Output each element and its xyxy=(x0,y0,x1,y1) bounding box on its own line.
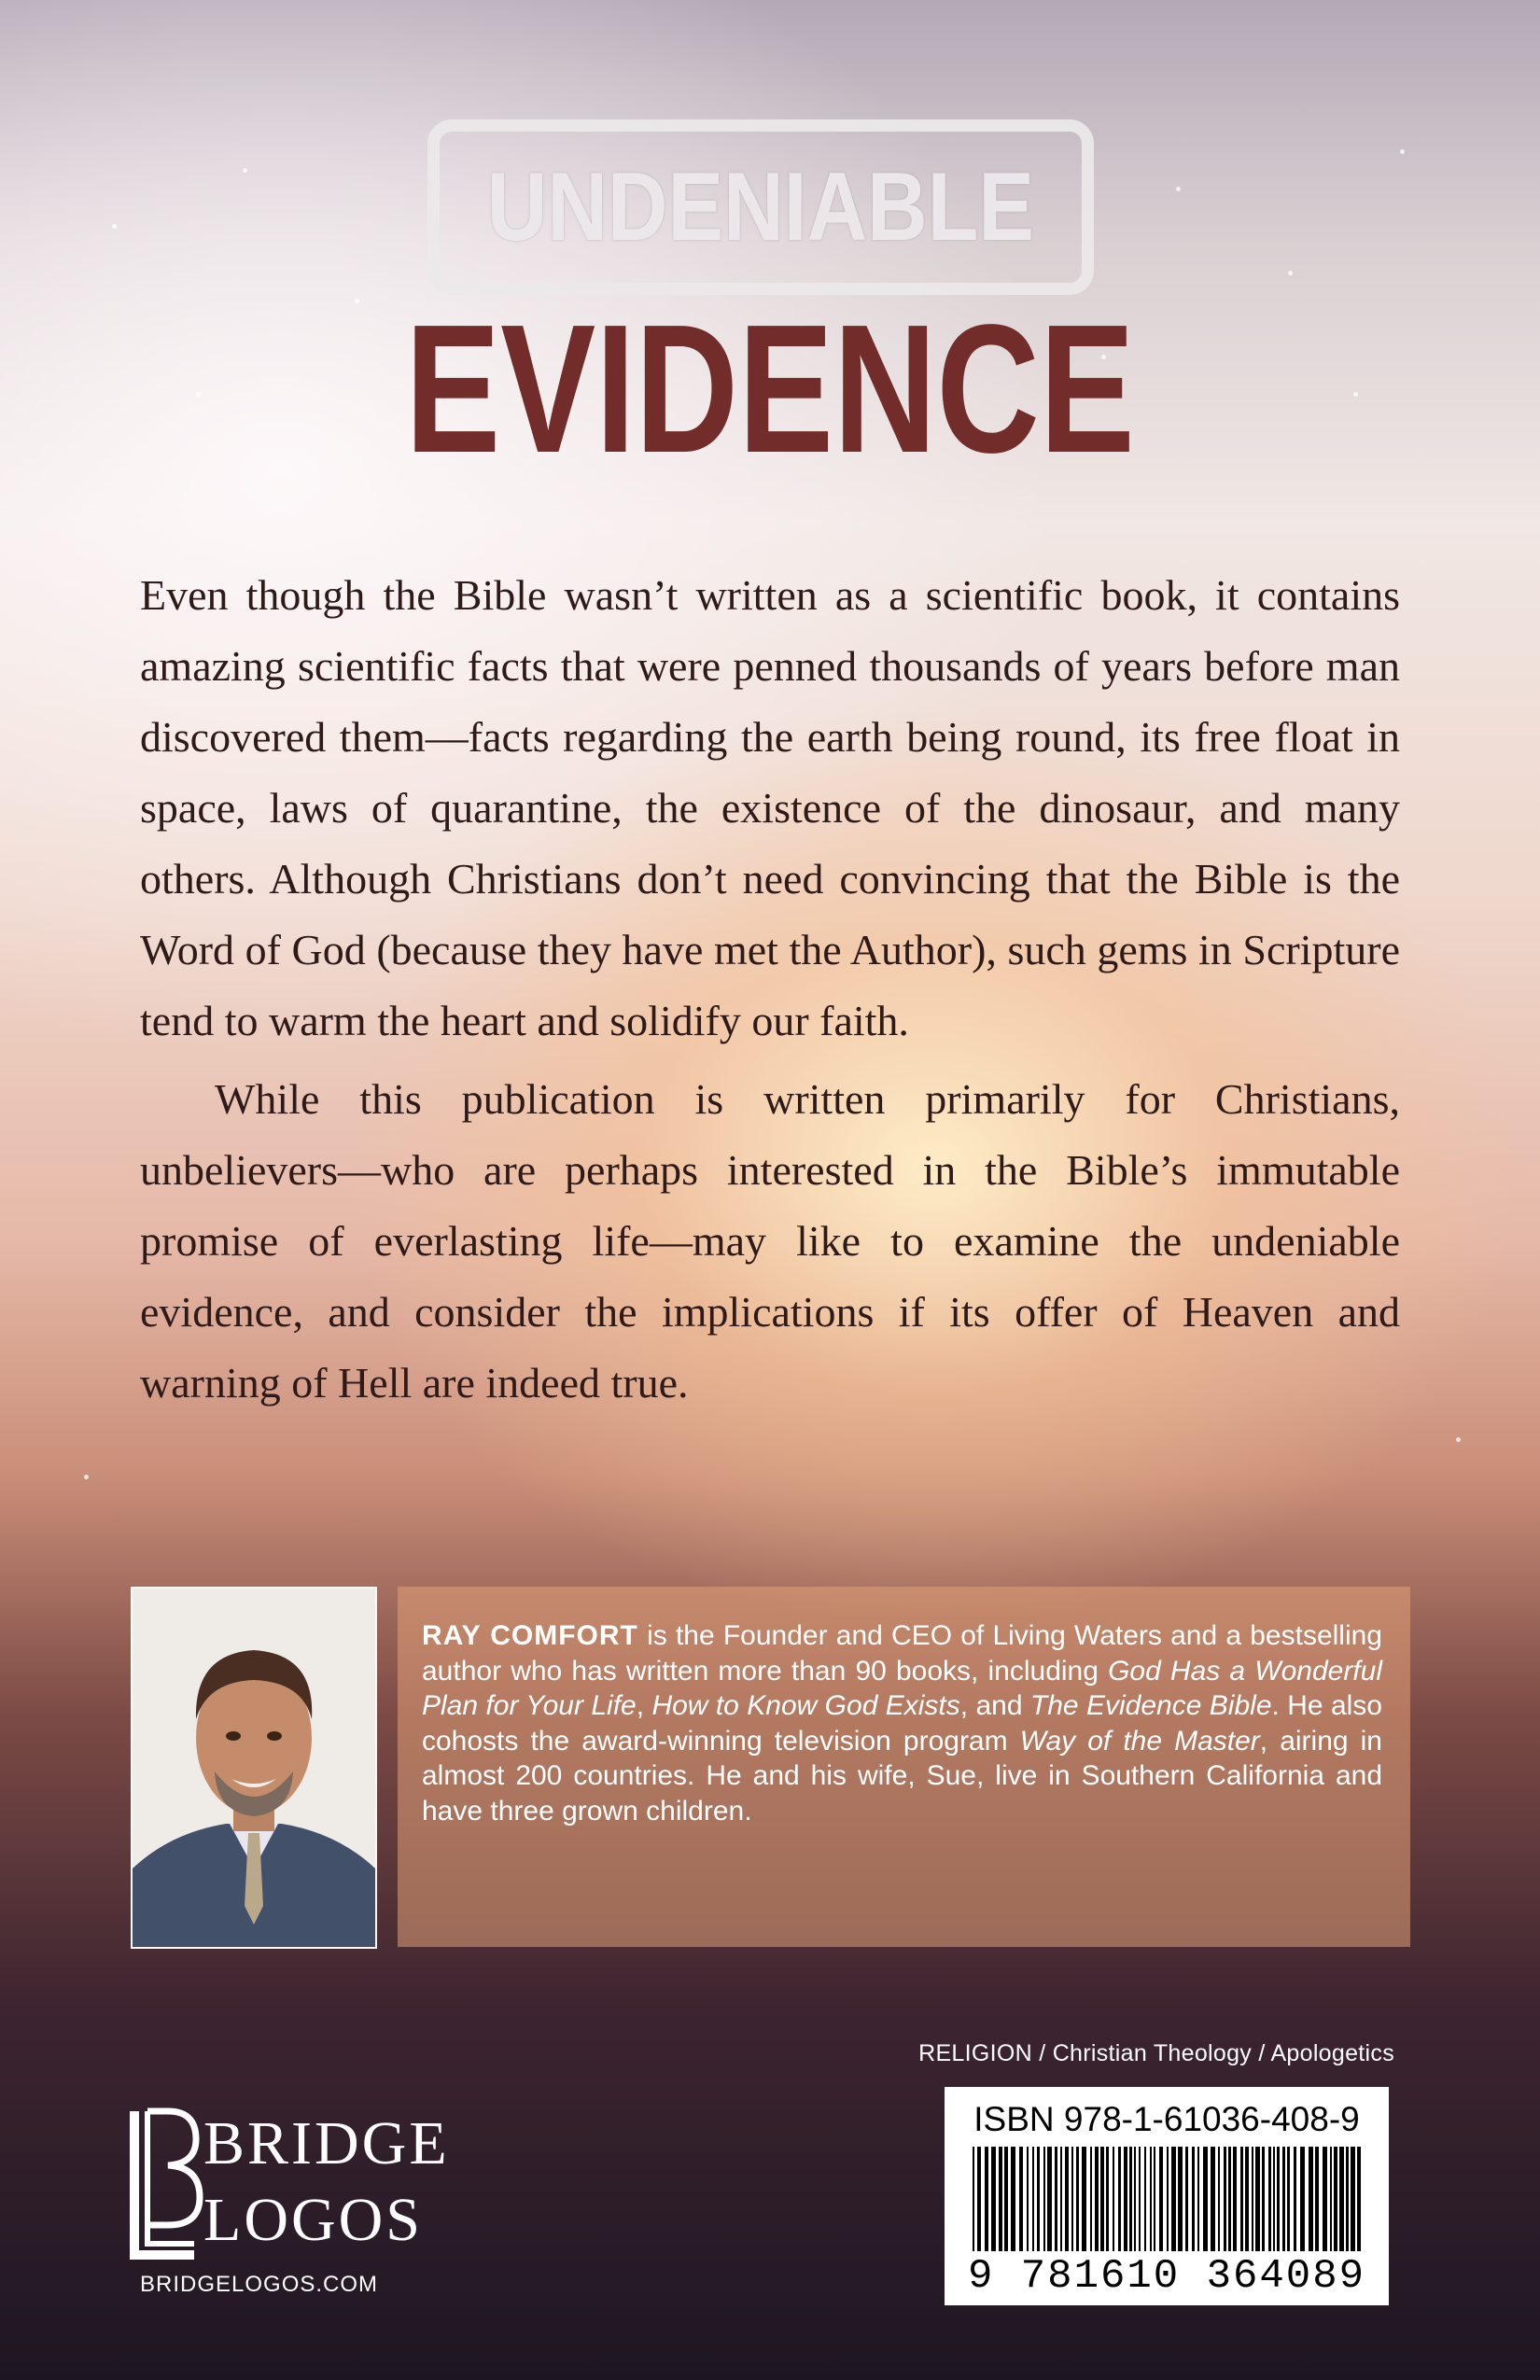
bio-separator: , xyxy=(636,1690,652,1721)
barcode-bar xyxy=(1171,2147,1176,2251)
barcode-bar xyxy=(991,2147,996,2251)
barcode-bar xyxy=(1159,2147,1163,2251)
barcode-bar xyxy=(1134,2147,1136,2251)
barcode-bar xyxy=(999,2147,1002,2251)
barcode-bar xyxy=(1150,2147,1152,2251)
book-title-3: The Evidence Bible xyxy=(1029,1690,1272,1721)
author-portrait-image xyxy=(133,1589,375,1947)
barcode-bar xyxy=(1262,2147,1265,2251)
barcode-bar xyxy=(1339,2147,1344,2251)
barcode-bar xyxy=(1129,2147,1132,2251)
barcode-bar xyxy=(1228,2147,1231,2251)
barcode-bar xyxy=(1118,2147,1121,2251)
barcode-bar xyxy=(1144,2147,1146,2251)
barcode-bar xyxy=(1334,2147,1337,2251)
barcode-bar xyxy=(985,2147,988,2251)
barcode-bar xyxy=(1294,2147,1296,2251)
description-paragraph-2: While this publication is written primarily for Christians, unbelievers—who are perhaps interested in the Bible’s immutable promise of everlasting life—may like to examine the undeniable evidence, and consider the implications if its offer of Heaven and warning of Hell are indeed true. xyxy=(140,1075,1400,1407)
barcode-bar xyxy=(1309,2147,1313,2251)
barcode-bar xyxy=(1240,2147,1243,2251)
book-category: RELIGION / Christian Theology / Apologetics xyxy=(918,2040,1394,2066)
bio-text: , and xyxy=(959,1690,1030,1721)
barcode-bar xyxy=(1113,2147,1114,2251)
barcode-digits: 9 781610 364089 xyxy=(967,2253,1366,2300)
publisher-line-2: LOGOS xyxy=(203,2186,424,2254)
barcode-bar xyxy=(1090,2147,1092,2251)
barcode-bar xyxy=(1346,2147,1349,2251)
barcode-bar xyxy=(1218,2147,1220,2251)
barcode-bar xyxy=(1282,2147,1285,2251)
barcode-bar xyxy=(977,2147,981,2251)
barcode-bar xyxy=(1287,2147,1290,2251)
barcode-bar xyxy=(1043,2147,1045,2251)
publisher-logo xyxy=(125,2106,480,2264)
barcode-bar xyxy=(1055,2147,1057,2251)
barcode-bar xyxy=(1192,2147,1195,2251)
undeniable-stamp xyxy=(427,119,1094,295)
barcode-bar xyxy=(973,2147,974,2251)
bio-text: , airing in almost 200 countries. He and his wife, Sue, live in Southern California and have three grown children. xyxy=(422,1725,1382,1827)
barcode-bar xyxy=(1330,2147,1332,2251)
barcode-bar xyxy=(1178,2147,1183,2251)
barcode-bar xyxy=(1167,2147,1169,2251)
barcode-bar xyxy=(1255,2147,1260,2251)
barcode-bar xyxy=(1154,2147,1155,2251)
barcode-bar xyxy=(1224,2147,1226,2251)
barcode-bar xyxy=(1047,2147,1052,2251)
barcode-bar xyxy=(1273,2147,1275,2251)
publisher-url: BRIDGELOGOS.COM xyxy=(140,2272,379,2297)
book-title-2: How to Know God Exists xyxy=(651,1690,960,1721)
show-title: Way of the Master xyxy=(1019,1725,1260,1757)
barcode-bar xyxy=(1095,2147,1099,2251)
barcode-bar xyxy=(1233,2147,1237,2251)
isbn-label: ISBN 978-1-61036-408-9 xyxy=(973,2100,1360,2138)
barcode-bar xyxy=(1203,2147,1208,2251)
author-name: RAY COMFORT xyxy=(422,1620,638,1651)
barcode-bar xyxy=(1357,2147,1361,2251)
barcode-bar xyxy=(1011,2147,1015,2251)
barcode-bar xyxy=(1106,2147,1109,2251)
description-paragraph-1: Even though the Bible wasn’t written as a scientific book, it contains amazing scientific facts that were penned thousands of years before man discovered them—facts regarding the earth being round, its free float in space, laws of quarantine, the existence of the dinosaur, and many others. Although Christians don’t need convincing that the Bible is the Word of God (because they have met the Author), such gems in Scripture tend to warm the heart and solidify our faith. xyxy=(140,571,1400,1044)
barcode-bar xyxy=(1076,2147,1079,2251)
barcode-bar xyxy=(1323,2147,1327,2251)
barcode-bar xyxy=(1277,2147,1280,2251)
barcode-bar xyxy=(1351,2147,1355,2251)
author-bio xyxy=(398,1587,1410,1947)
barcode-bar xyxy=(1124,2147,1127,2251)
author-photo xyxy=(131,1587,377,1949)
barcode-bar xyxy=(1082,2147,1086,2251)
barcode-bar xyxy=(1004,2147,1008,2251)
publisher-line-1: BRIDGE xyxy=(203,2109,450,2177)
barcode-bar xyxy=(1032,2147,1034,2251)
barcode-bar xyxy=(1037,2147,1040,2251)
book-title-1: God Has a Wonderful Plan for Your Life xyxy=(422,1655,1382,1721)
barcode-bar xyxy=(1139,2147,1141,2251)
bio-text: . He also cohosts the award-winning television program xyxy=(422,1690,1382,1757)
book-title: EVIDENCE xyxy=(405,287,1135,491)
barcode-bar xyxy=(1185,2147,1188,2251)
bio-text: is the Founder and CEO of Living Waters and a bestselling author who has written more than 90 books, including xyxy=(422,1620,1382,1687)
barcode-bar xyxy=(1071,2147,1073,2251)
isbn-barcode xyxy=(945,2087,1389,2305)
barcode-bar xyxy=(1027,2147,1029,2251)
barcode-bar xyxy=(1019,2147,1023,2251)
barcode-bar xyxy=(1211,2147,1215,2251)
barcode-bar xyxy=(1300,2147,1305,2251)
barcode-bar xyxy=(1315,2147,1319,2251)
book-description xyxy=(140,560,1400,1419)
stamp-word: UNDENIABLE xyxy=(486,152,1035,261)
barcode-bar xyxy=(1252,2147,1253,2251)
barcode-bar xyxy=(1197,2147,1199,2251)
barcode-bar xyxy=(1060,2147,1062,2251)
barcode-bar xyxy=(1245,2147,1249,2251)
barcode-bar xyxy=(1100,2147,1104,2251)
bl-monogram-icon xyxy=(125,2106,209,2264)
barcode-bar xyxy=(1065,2147,1069,2251)
barcode-bar xyxy=(1268,2147,1271,2251)
